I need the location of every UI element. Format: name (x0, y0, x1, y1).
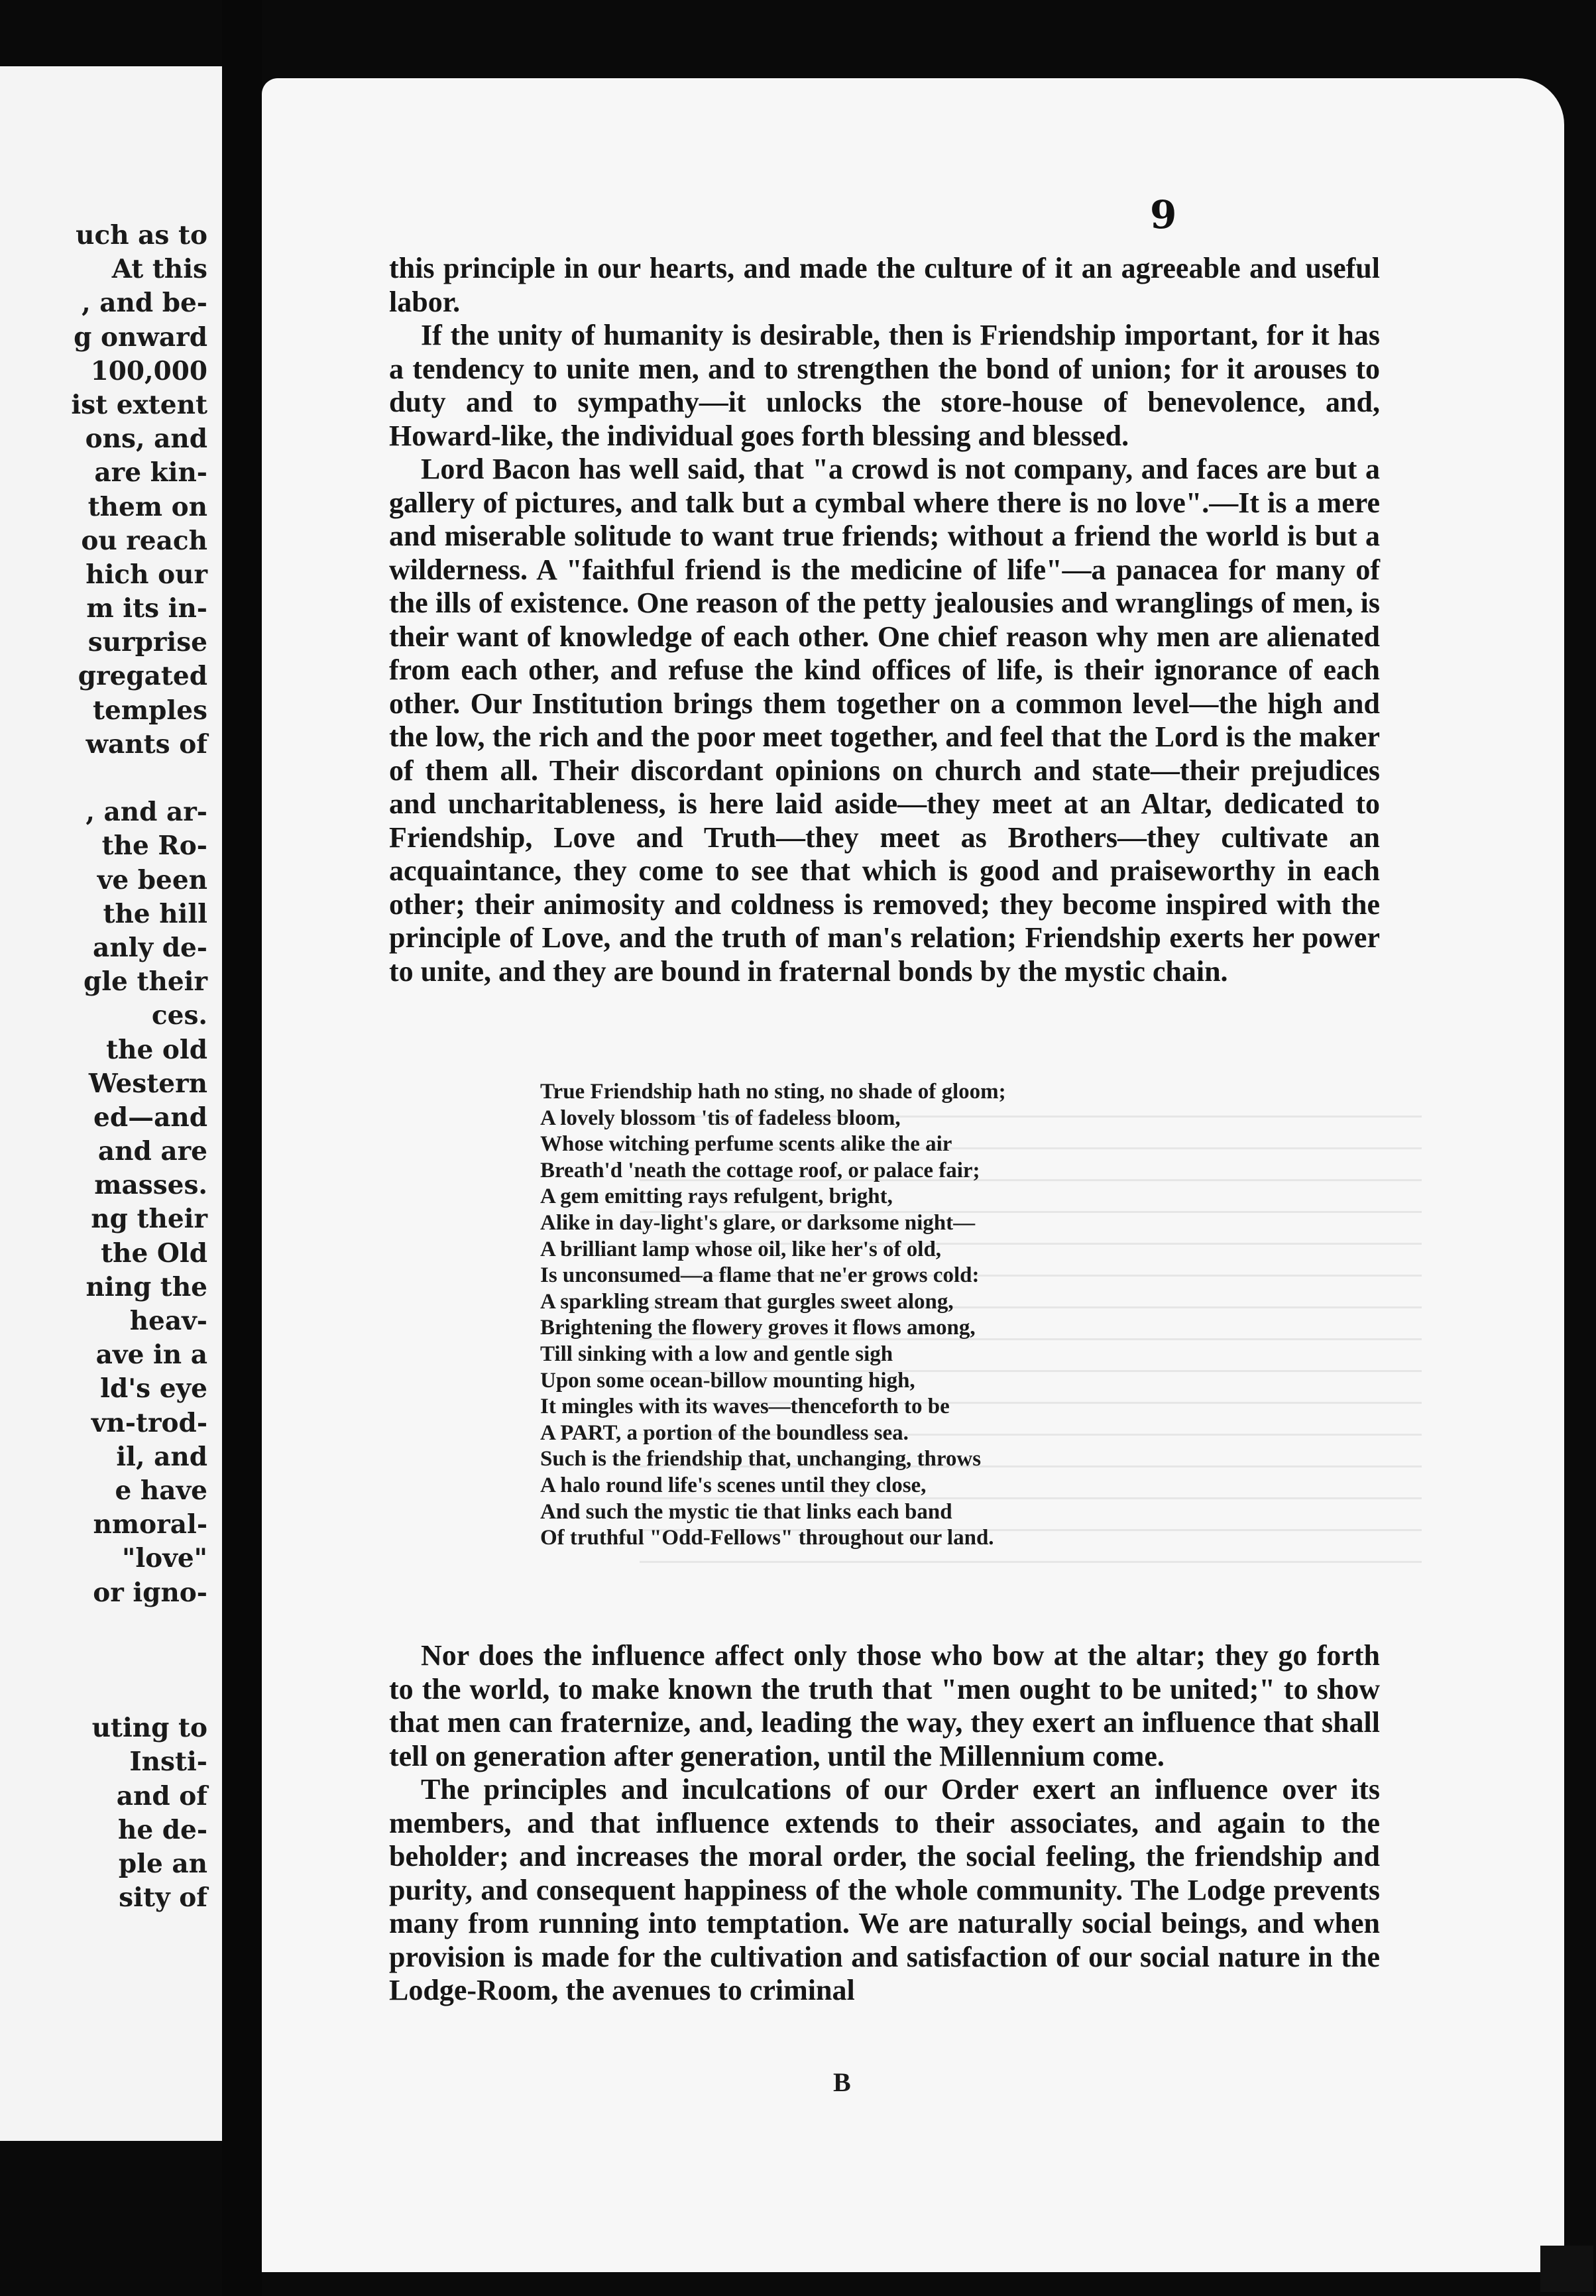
left-fragment-line: temples (93, 695, 207, 726)
left-fragment-line: ld's eye (100, 1373, 207, 1405)
poem-line: Breath'd 'neath the cottage roof, or palace fair; (540, 1158, 980, 1182)
left-fragment-line: uting to (91, 1713, 207, 1744)
left-fragment-line: gregated (78, 661, 207, 692)
poem-line: A brilliant lamp whose oil, like her's of old, (540, 1237, 942, 1261)
left-fragment-line (0, 1610, 207, 1644)
left-fragment-line (0, 1678, 207, 1711)
left-fragment-line: ed—and (93, 1102, 207, 1133)
left-fragment-line: nmoral- (93, 1509, 207, 1540)
left-fragment-line: uch as to (76, 220, 207, 251)
left-fragment-line: ng their (91, 1204, 207, 1235)
left-fragment-line: and are (97, 1136, 207, 1167)
left-fragment-line: ces. (151, 1000, 207, 1031)
poem-line: Whose witching perfume scents alike the air (540, 1132, 952, 1157)
left-fragment-line: ave in a (95, 1340, 207, 1371)
left-fragment-line: ons, and (85, 424, 207, 455)
left-fragment-line: e have (115, 1475, 207, 1506)
left-fragment-line: At this (111, 254, 207, 285)
main-page (262, 78, 1564, 2272)
left-fragment-line: wants of (86, 728, 207, 760)
left-fragment-line: he de- (117, 1814, 207, 1845)
poem-line: A gem emitting rays refulgent, bright, (540, 1184, 893, 1209)
left-fragment-line: , and be- (82, 288, 207, 319)
left-fragment-line: ning the (86, 1271, 207, 1302)
poem-line: Is unconsumed—a flame that ne'er grows cold: (540, 1263, 980, 1288)
poem-line: A sparkling stream that gurgles sweet along, (540, 1289, 954, 1314)
left-fragment-line: the Old (101, 1237, 207, 1269)
paragraph-lord-bacon: Lord Bacon has well said, that "a crowd is not company, and faces are but a gallery of pictures, and talk but a cymbal where there is no love".—It is a mere and miserable solitude to want true friends; without a friend the world is but a wilderness. A "faithful friend is the medicine of life"—a panacea for many of the ills of existence. One reason of the petty jealousies and wranglings of men, is their want of knowledge of each other. One chief reason why men are alienated from each other, and refuse the kind offices of life, is their ignorance of each other. Our Institution brings them together on a common level—the high and the low, the rich and the poor meet together, and feel that the Lord is the maker of them all. Their discordant opinions on church and state—their prejudices and uncharitableness, is here laid aside—they meet at an Altar, dedicated to Friendship, Love and Truth—they meet as Brothers—they cultivate an acquaintance, they come to see that which is good and praiseworthy in each other; their animosity and coldness is removed; they become inspired with the principle of Love, and the truth of man's relation; Friendship exerts her power to unite, and they are bound in fraternal bonds by the mystic chain. (389, 453, 1380, 988)
left-fragment-line: Insti- (129, 1747, 207, 1778)
body-text-lower (389, 1639, 1380, 2008)
left-fragment-line: , and ar- (86, 797, 207, 828)
poem-line: A lovely blossom 'tis of fadeless bloom, (540, 1106, 901, 1130)
left-fragment-line: them on (87, 491, 207, 522)
left-fragment-line: the Ro- (101, 831, 207, 862)
left-fragment-line: ple an (118, 1849, 207, 1879)
left-fragment-line: are kin- (94, 457, 207, 488)
poem-line: Brightening the flowery groves it flows among, (540, 1316, 976, 1340)
left-fragment-line: m its in- (86, 593, 207, 624)
poem-line: And such the mystic tie that links each band (540, 1499, 952, 1524)
paragraph-continuation: this principle in our hearts, and made the culture of it an agreeable and useful labor. (389, 252, 1380, 318)
left-page-text-fragment (0, 219, 207, 1915)
left-fragment-line: ve been (97, 864, 207, 895)
poem-line: Alike in day-light's glare, or darksome night— (540, 1210, 976, 1235)
paragraph-influence: Nor does the influence affect only those who bow at the altar; they go forth to the world, to make known the truth that "men ought to be united;" to show that men can fraternize, and, leading the way, they exert an influence that shall tell on generation after generation, until the Millennium come. (389, 1639, 1380, 1772)
left-fragment-line: ist extent (71, 389, 207, 420)
left-fragment-line: gle their (83, 966, 207, 998)
left-fragment-line: 100,000 (90, 355, 207, 386)
left-fragment-line: il, and (116, 1441, 207, 1472)
left-fragment-line: surprise (87, 627, 207, 658)
left-fragment-line: anly de- (93, 932, 207, 963)
left-fragment-line: sity of (119, 1882, 207, 1914)
paragraph-principles: The principles and inculcations of our Order exert an influence over its members, and that influence extends to their associates, and again to the beholder; and increases the moral order, the social feeling, the friendship and purity, and consequent happiness of the whole community. The Lodge prevents many from running into temptation. We are naturally social beings, and when provision is made for the cultivation and satisfaction of our social nature in the Lodge-Room, the avenues to criminal (389, 1773, 1380, 2006)
paragraph-unity: If the unity of humanity is desirable, then is Friendship important, for it has a tendency to unite men, and to strengthen the bond of union; for it arouses to duty and to sympathy—it unlocks the store-house of benevolence, and, Howard-like, the individual goes forth blessing and blessed. (389, 319, 1380, 452)
poem-line: Upon some ocean-billow mounting high, (540, 1368, 915, 1393)
left-fragment-line: the hill (103, 898, 207, 929)
left-fragment-line: heav- (129, 1306, 207, 1336)
left-fragment-line: Western (88, 1068, 207, 1099)
page-number: 9 (1150, 192, 1177, 237)
poem-line: It mingles with its waves—thenceforth to be (540, 1395, 950, 1419)
left-fragment-line: masses. (94, 1170, 207, 1201)
left-facing-page (0, 66, 222, 2141)
body-text-upper (389, 252, 1380, 988)
friendship-poem (540, 1079, 1203, 1552)
left-fragment-line: or igno- (93, 1577, 207, 1608)
left-fragment-line: and of (116, 1780, 207, 1811)
poem-line: A PART, a portion of the boundless sea. (540, 1420, 909, 1445)
left-fragment-line (0, 762, 207, 795)
left-fragment-line: g onward (74, 321, 207, 353)
poem-line: A halo round life's scenes until they close, (540, 1473, 927, 1497)
scan-corner (1540, 2246, 1593, 2292)
left-fragment-line (0, 1644, 207, 1678)
poem-line: Such is the friendship that, unchanging, throws (540, 1447, 982, 1471)
signature-mark: B (833, 2067, 851, 2097)
left-fragment-line: the old (106, 1034, 207, 1065)
poem-line: Of truthful "Odd-Fellows" throughout our land. (540, 1526, 994, 1550)
left-fragment-line: vn-trod- (91, 1407, 207, 1438)
poem-line: True Friendship hath no sting, no shade of gloom; (540, 1080, 1006, 1104)
poem-line: Till sinking with a low and gentle sigh (540, 1342, 893, 1366)
left-fragment-line: "love" (122, 1543, 207, 1574)
book-gutter (222, 0, 262, 2296)
left-fragment-line: ou reach (81, 525, 207, 556)
left-fragment-line: hich our (86, 559, 207, 590)
